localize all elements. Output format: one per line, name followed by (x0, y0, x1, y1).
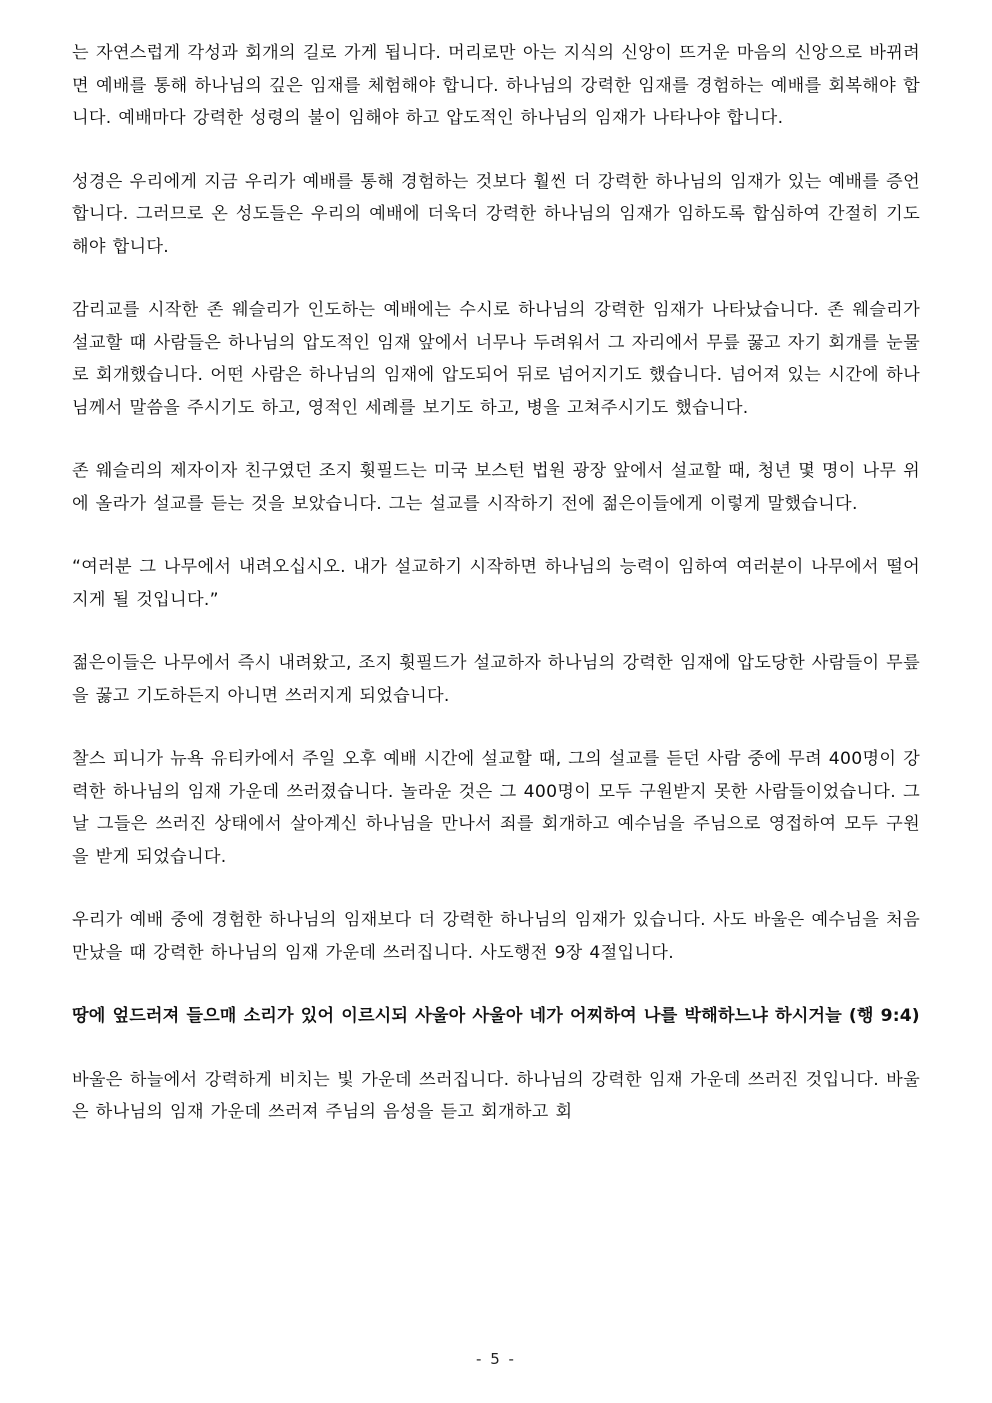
page-number: - 5 - (476, 1350, 516, 1368)
paragraph-1: 는 자연스럽게 각성과 회개의 길로 가게 됩니다. 머리로만 아는 지식의 신앙이 뜨거운 마음의 신앙으로 바뀌려면 예배를 통해 하나님의 깊은 임재를 체험해야 합니다. 하나님의 강력한 임재를 경험하는 예배를 회복해야 합니다. 예배마다 강력한 성령의 불이 임해야 하고 압도적인 하나님의 임재가 나타나야 합니다. (72, 43, 920, 128)
paragraph-6: 젊은이들은 나무에서 즉시 내려왔고, 조지 휫필드가 설교하자 하나님의 강력한 임재에 압도당한 사람들이 무릎을 꿇고 기도하든지 아니면 쓰러지게 되었습니다. (72, 653, 920, 706)
paragraph-8: 우리가 예배 중에 경험한 하나님의 임재보다 더 강력한 하나님의 임재가 있습니다. 사도 바울은 예수님을 처음 만났을 때 강력한 하나님의 임재 가운데 쓰러집니다. 사도행전 9장 4절입니다. (72, 910, 920, 963)
paragraph-4: 존 웨슬리의 제자이자 친구였던 조지 휫필드는 미국 보스턴 법원 광장 앞에서 설교할 때, 청년 몇 명이 나무 위에 올라가 설교를 듣는 것을 보았습니다. 그는 설교를 시작하기 전에 젊은이들에게 이렇게 말했습니다. (72, 461, 920, 514)
paragraph-5-quote: “여러분 그 나무에서 내려오십시오. 내가 설교하기 시작하면 하나님의 능력이 임하여 여러분이 나무에서 떨어지게 될 것입니다.” (72, 557, 920, 610)
scripture-verse: 땅에 엎드러져 들으매 소리가 있어 이르시되 사울아 사울아 네가 어찌하여 나를 박해하느냐 하시거늘 (행 9:4) (72, 1006, 920, 1026)
paragraph-7: 찰스 피니가 뉴욕 유티카에서 주일 오후 예배 시간에 설교할 때, 그의 설교를 듣던 사람 중에 무려 400명이 강력한 하나님의 임재 가운데 쓰러졌습니다. 놀라운 것은 그 400명이 모두 구원받지 못한 사람들이었습니다. 그날 그들은 쓰러진 상태에서 살아계신 하나님을 만나서 죄를 회개하고 예수님을 주님으로 영접하여 모두 구원을 받게 되었습니다. (72, 749, 920, 867)
paragraph-10: 바울은 하늘에서 강력하게 비치는 빛 가운데 쓰러집니다. 하나님의 강력한 임재 가운데 쓰러진 것입니다. 바울은 하나님의 임재 가운데 쓰러져 주님의 음성을 듣고 회개하고 회 (72, 1069, 920, 1122)
paragraph-3: 감리교를 시작한 존 웨슬리가 인도하는 예배에는 수시로 하나님의 강력한 임재가 나타났습니다. 존 웨슬리가 설교할 때 사람들은 하나님의 압도적인 임재 앞에서 너무나 두려워서 그 자리에서 무릎 꿇고 자기 회개를 눈물로 회개했습니다. 어떤 사람은 하나님의 임재에 압도되어 뒤로 넘어지기도 했습니다. 넘어져 있는 시간에 하나님께서 말씀을 주시기도 하고, 영적인 세례를 보기도 하고, 병을 고쳐주시기도 했습니다. (72, 300, 920, 418)
paragraph-2: 성경은 우리에게 지금 우리가 예배를 통해 경험하는 것보다 훨씬 더 강력한 하나님의 임재가 있는 예배를 증언합니다. 그러므로 온 성도들은 우리의 예배에 더욱더 강력한 하나님의 임재가 임하도록 합심하여 간절히 기도해야 합니다. (72, 171, 920, 257)
document-body (72, 37, 920, 1160)
